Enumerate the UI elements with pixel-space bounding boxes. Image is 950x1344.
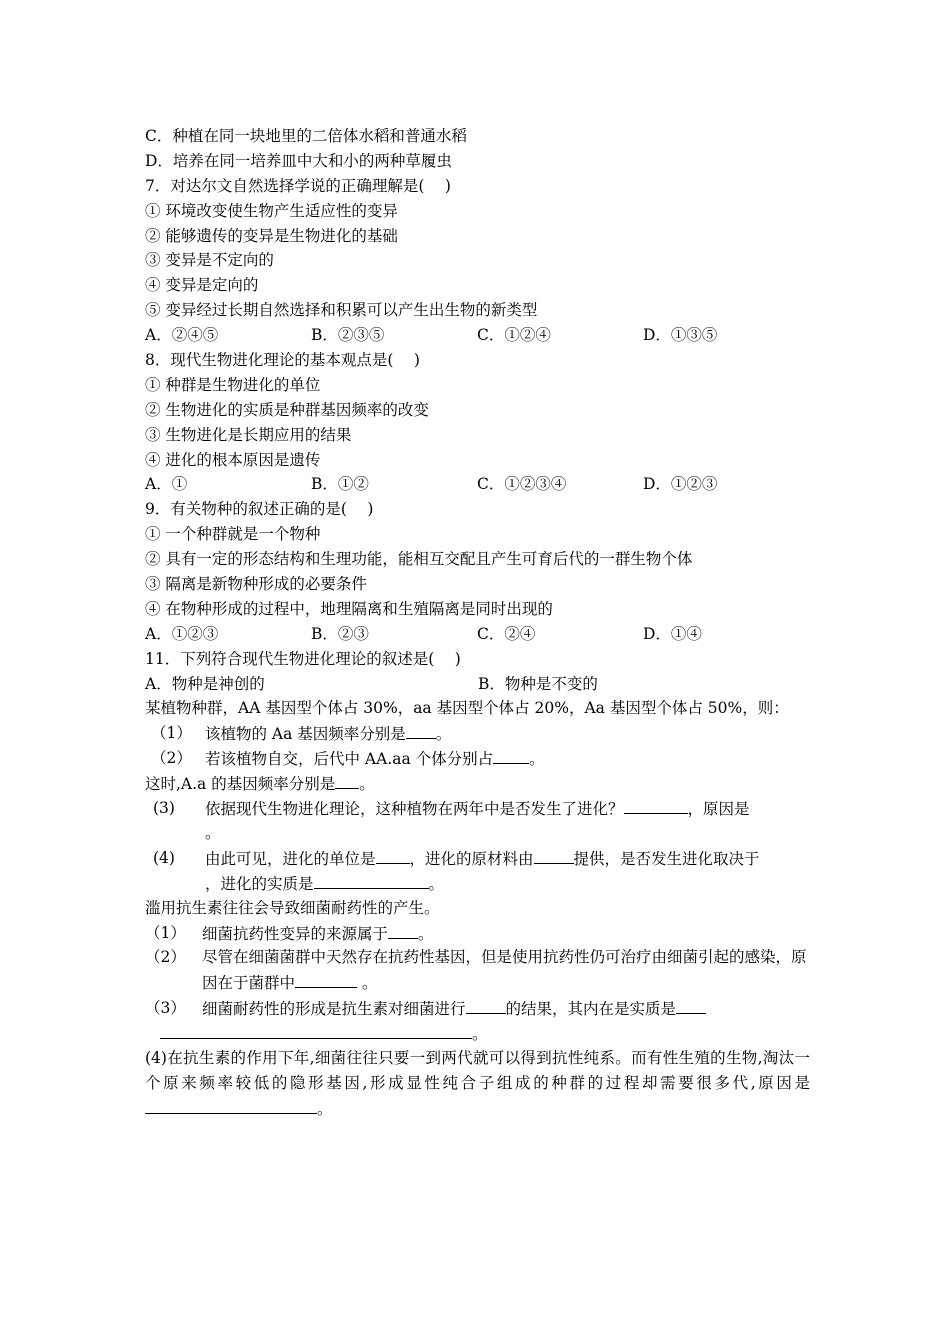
q9-option-d[interactable]: D．①④: [643, 624, 702, 643]
plant-part-4-number: (4): [153, 848, 175, 867]
bacteria-part-1-text: 细菌抗药性变异的来源属于: [202, 924, 389, 943]
q8-item-3: ③ 生物进化是长期应用的结果: [145, 425, 352, 444]
bacteria-answer-blank-4[interactable]: [676, 996, 706, 1014]
plant-part-1-number: （1）: [151, 724, 192, 743]
q8-option-a[interactable]: A．①: [145, 475, 188, 494]
bacteria-part-4: [145, 1046, 810, 1122]
bacteria-part-1-number: （1）: [145, 923, 186, 942]
bacteria-answer-blank-1[interactable]: [388, 921, 418, 939]
plant-part-3-mid: ，原因是: [687, 800, 750, 819]
bacteria-part-4-end: 。: [317, 1099, 333, 1118]
q7-options: [145, 323, 810, 348]
bacteria-intro: 滥用抗生素往往会导致细菌耐药性的产生。: [145, 898, 440, 917]
q7-option-b[interactable]: B．②③⑤: [311, 326, 385, 345]
q9-item-1: ① 一个种群就是一个物种: [145, 525, 321, 544]
q8-item-2: ② 生物进化的实质是种群基因频率的改变: [145, 400, 429, 419]
q9-option-c[interactable]: C．②④: [477, 624, 536, 643]
bacteria-part-2-body: [202, 945, 810, 996]
q9-option-a[interactable]: A．①②③: [145, 624, 219, 643]
bacteria-part-2-end: 。: [357, 974, 378, 993]
q7-item-3: ③ 变异是不定向的: [145, 251, 274, 270]
q9-item-3: ③ 隔离是新物种形成的必要条件: [145, 575, 367, 594]
plant-part-1: [145, 721, 810, 746]
q9-item-4: ④ 在物种形成的过程中，地理隔离和生殖隔离是同时出现的: [145, 599, 553, 618]
q8-option-c[interactable]: C．①②③④: [477, 475, 567, 494]
bacteria-part-2-text: 尽管在细菌菌群中天然存在抗药性基因，但是使用抗药性仍可治疗由细菌引起的感染，原因在于菌群中: [202, 948, 807, 993]
plant-answer-blank-1[interactable]: [406, 721, 436, 739]
plant-part-4-line-2: [205, 871, 810, 896]
plant-part-4-b: ，进化的原材料由: [409, 849, 534, 868]
bacteria-part-3-number: （3）: [145, 999, 186, 1018]
plant-answer-blank-3[interactable]: [335, 771, 359, 789]
bacteria-part-4-text: (4)在抗生素的作用下年,细菌往往只要一到两代就可以得到抗性纯系。而有性生殖的生物,淘汰一个原来频率较低的隐形基因,形成显性纯合子组成的种群的过程却需要很多代,原因是: [145, 1048, 810, 1092]
plant-part-4-d: ，进化的实质是: [205, 874, 314, 893]
bacteria-part-1-end: 。: [418, 924, 434, 943]
bacteria-part-3-a: 细菌耐药性的形成是抗生素对细菌进行: [202, 1000, 466, 1019]
plant-part-3-line-2: [205, 821, 810, 846]
plant-part-2-followup: [145, 771, 810, 796]
bacteria-part-2: [145, 945, 810, 996]
plant-answer-blank-5[interactable]: [376, 846, 410, 864]
bacteria-answer-blank-5[interactable]: [160, 1021, 472, 1039]
plant-part-3-text: 依据现代生物进化理论，这种植物在两年中是否发生了进化？: [205, 800, 624, 819]
q7-item-1: ① 环境改变使生物产生适应性的变异: [145, 201, 398, 220]
q8-stem: 8．现代生物进化理论的基本观点是( ): [145, 351, 420, 370]
q7-item-5: ⑤ 变异经过长期自然选择和积累可以产生出生物的新类型: [145, 301, 538, 320]
plant-part-4-a: 由此可见，进化的单位是: [205, 849, 376, 868]
plant-answer-blank-6[interactable]: [534, 846, 574, 864]
q9-options: [145, 622, 810, 647]
plant-part-3-number: (3): [153, 799, 175, 818]
q7-item-2: ② 能够遗传的变异是生物进化的基础: [145, 226, 398, 245]
plant-part-2-end: 。: [529, 750, 545, 769]
q9-stem: 9．有关物种的叙述正确的是( ): [145, 500, 374, 519]
bacteria-answer-blank-2[interactable]: [295, 970, 357, 988]
q9-item-2: ② 具有一定的形态结构和生理功能，能相互交配且产生可育后代的一群生物个体: [145, 550, 693, 569]
q11-stem: 11．下列符合现代生物进化理论的叙述是( ): [145, 649, 461, 668]
q6-option-d: D．培养在同一培养皿中大和小的两种草履虫: [145, 151, 452, 170]
q7-option-c[interactable]: C．①②④: [477, 326, 551, 345]
q7-option-d[interactable]: D．①③⑤: [643, 326, 718, 345]
plant-answer-blank-4[interactable]: [624, 796, 688, 814]
bacteria-answer-blank-6[interactable]: [145, 1096, 317, 1114]
plant-part-4: [145, 846, 810, 896]
plant-part-2-followup-end: 。: [359, 775, 375, 794]
q8-options: [145, 472, 810, 497]
plant-part-2-number: （2）: [151, 749, 192, 768]
q11-options: [145, 672, 810, 697]
plant-part-3-line-1: [205, 796, 810, 821]
plant-part-2-followup-text: 这时,A.a 的基因频率分别是: [145, 775, 336, 794]
bacteria-part-1: [145, 921, 810, 946]
plant-part-3-end: 。: [205, 823, 221, 842]
plant-part-4-line-1: [205, 846, 810, 871]
bacteria-part-3-end: 。: [472, 1025, 488, 1044]
plant-answer-blank-7[interactable]: [314, 871, 429, 889]
q7-stem: 7．对达尔文自然选择学说的正确理解是( ): [145, 176, 451, 195]
document-page: [145, 124, 810, 1122]
plant-part-4-c: 提供，是否发生进化取决于: [573, 849, 760, 868]
plant-intro: 某植物种群，AA 基因型个体占 30%，aa 基因型个体占 20%，Aa 基因型个体占 50%，则：: [145, 699, 789, 718]
plant-answer-blank-2[interactable]: [493, 746, 529, 764]
plant-part-4-end: 。: [428, 874, 445, 893]
q8-item-1: ① 种群是生物进化的单位: [145, 375, 321, 394]
bacteria-part-3-line-2: [145, 1021, 810, 1046]
bacteria-part-3-b: 的结果，其内在是实质是: [505, 1000, 677, 1019]
plant-part-1-end: 。: [435, 725, 452, 744]
bacteria-answer-blank-3[interactable]: [466, 996, 506, 1014]
q8-option-d[interactable]: D．①②③: [643, 475, 718, 494]
q11-option-b[interactable]: B．物种是不变的: [478, 674, 598, 693]
plant-part-3: [145, 796, 810, 846]
plant-part-2-text: 若该植物自交，后代中 AA.aa 个体分别占: [205, 750, 494, 769]
q7-item-4: ④ 变异是定向的: [145, 276, 259, 295]
plant-part-2: [145, 746, 810, 771]
q8-item-4: ④ 进化的根本原因是遗传: [145, 450, 321, 469]
plant-part-1-text: 该植物的 Aa 基因频率分别是: [205, 725, 406, 744]
q8-option-b[interactable]: B．①②: [311, 475, 369, 494]
q6-option-c: C．种植在同一块地里的二倍体水稻和普通水稻: [145, 127, 467, 145]
q7-option-a[interactable]: A．②④⑤: [145, 326, 219, 345]
bacteria-part-2-number: （2）: [145, 948, 186, 967]
q11-option-a[interactable]: A．物种是神创的: [145, 674, 265, 693]
q9-option-b[interactable]: B．②③: [311, 624, 369, 643]
bacteria-part-3: [145, 996, 810, 1021]
